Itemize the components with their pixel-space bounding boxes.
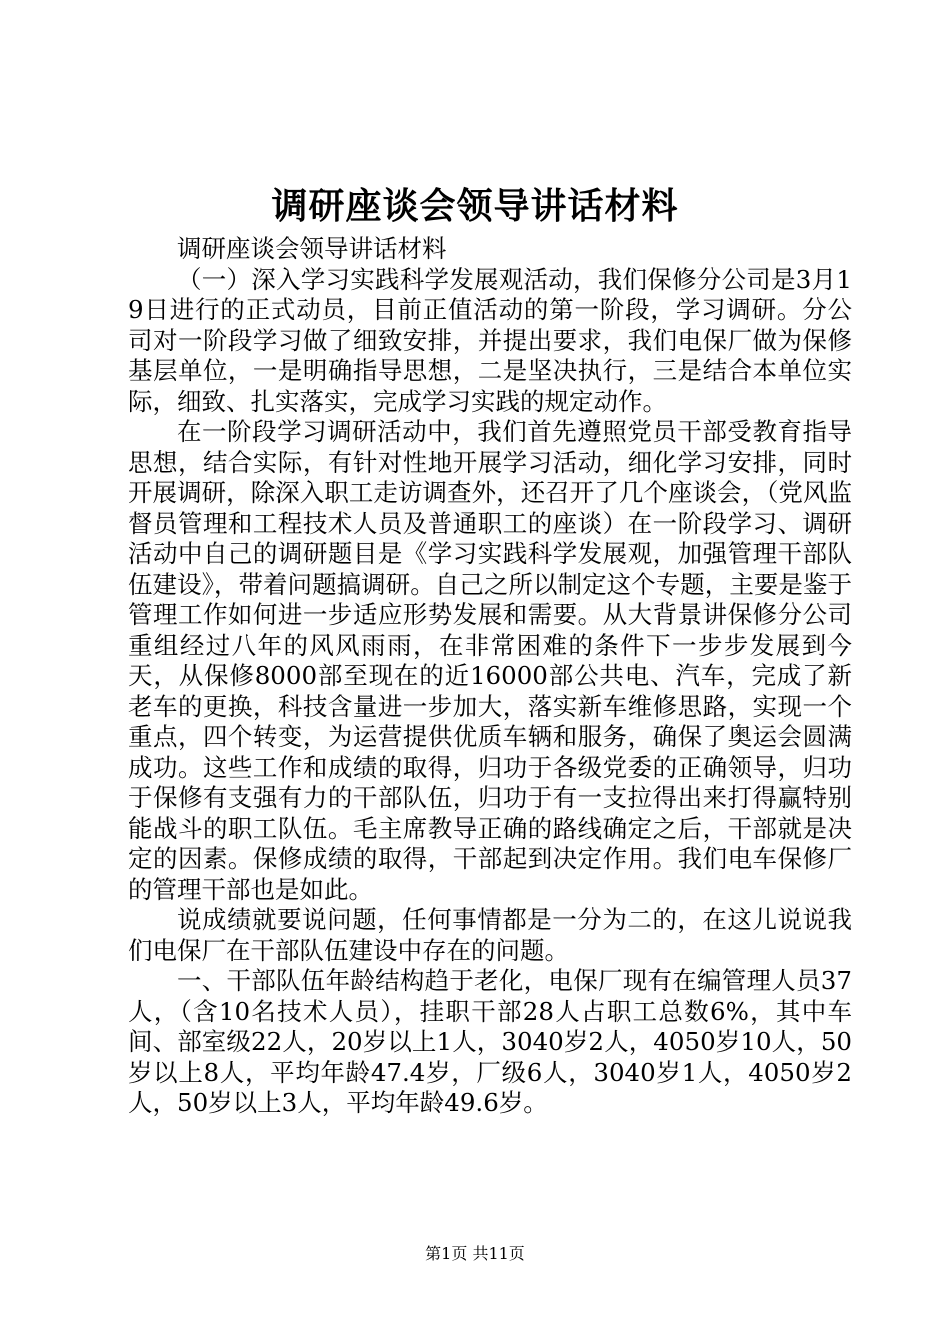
paragraph-2: 在一阶段学习调研活动中，我们首先遵照党员干部受教育指导思想，结合实际，有针对性地开展学习活动，细化学习安排，同时开展调研，除深入职工走访调查外，还召开了几个座谈会，（党风监督员管理和工程技术人员及普通职工的座谈）在一阶段学习、调研活动中自己的调研题目是《学习实践科学发展观，加强管理干部队伍建设》，带着问题搞调研。自己之所以制定这个专题，主要是鉴于管理工作如何进一步适应形势发展和需要。从大背景讲保修分公司重组经过八年的风风雨雨，在非常困难的条件下一步步发展到今天，从保修8000部至现在的近16000部公共电、汽车，完成了新老车的更换，科技含量进一步加大，落实新车维修思路，实现一个重点，四个转变，为运营提供优质车辆和服务，确保了奥运会圆满成功。这些工作和成绩的取得，归功于各级党委的正确领导，归功于保修有支强有力的干部队伍，归功于有一支拉得出来打得赢特别能战斗的职工队伍。毛主席教导正确的路线确定之后，干部就是决定的因素。保修成绩的取得，干部起到决定作用。我们电车保修厂的管理干部也是如此。 (128, 417, 852, 904)
paragraph-1: （一）深入学习实践科学发展观活动，我们保修分公司是3月19日进行的正式动员，目前正值活动的第一阶段，学习调研。分公司对一阶段学习做了细致安排，并提出要求，我们电保厂做为保修基层单位，一是明确指导思想，二是坚决执行，三是结合本单位实际，细致、扎实落实，完成学习实践的规定动作。 (128, 264, 852, 416)
document-title: 调研座谈会领导讲话材料 (271, 185, 679, 227)
paragraph-subtitle: 调研座谈会领导讲话材料 (177, 234, 447, 263)
page-footer: 第1页 共11页 (425, 1244, 525, 1263)
paragraph-3: 说成绩就要说问题，任何事情都是一分为二的，在这儿说说我们电保厂在干部队伍建设中存在的问题。 (128, 905, 852, 965)
document-body (128, 234, 852, 1119)
paragraph-4: 一、干部队伍年龄结构趋于老化，电保厂现有在编管理人员37人，（含10名技术人员），挂职干部28人占职工总数6%，其中车间、部室级22人，20岁以上1人，3040岁2人，4050岁10人，50岁以上8人，平均年龄47.4岁，厂级6人，3040岁1人，4050岁2人，50岁以上3人，平均年龄49.6岁。 (128, 966, 852, 1117)
